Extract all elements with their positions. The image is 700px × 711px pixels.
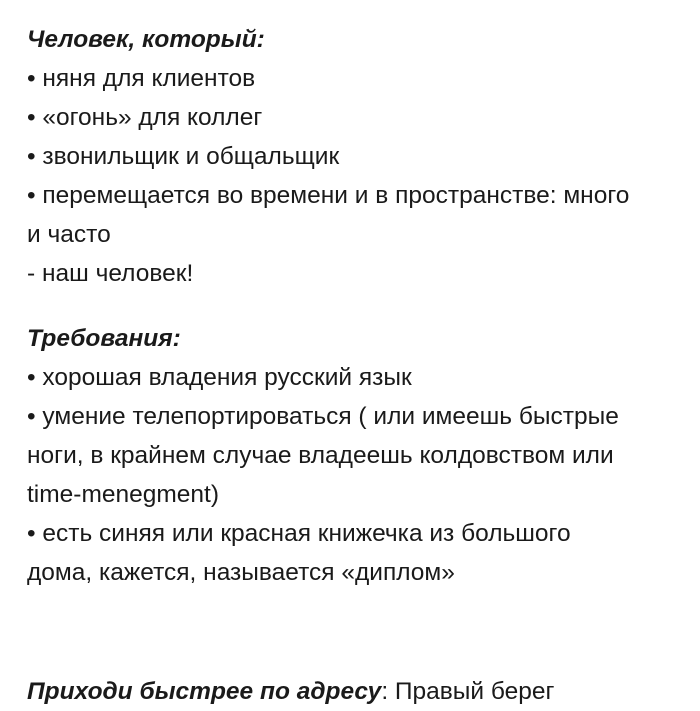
paragraph-gap <box>27 293 677 319</box>
requirements-heading: Требования: <box>27 325 181 352</box>
address-line <box>27 672 677 711</box>
person-line: - наш человек! <box>27 260 194 287</box>
person-line: и часто <box>27 221 111 248</box>
person-line: • няня для клиентов <box>27 65 256 92</box>
requirements-line: • есть синяя или красная книжечка из большого <box>27 520 571 547</box>
person-line: • звонильщик и общальщик <box>27 143 340 170</box>
document-body <box>27 20 677 711</box>
person-line: • «огонь» для коллег <box>27 104 263 131</box>
address-label: Приходи быстрее по адресу <box>27 678 382 705</box>
requirements-line: time-menegment) <box>27 481 219 508</box>
address-separator: : <box>381 678 389 705</box>
requirements-line: • хорошая владения русский язык <box>27 364 412 391</box>
paragraph-gap <box>27 592 677 672</box>
requirements-line: дома, кажется, называется «диплом» <box>27 559 455 586</box>
person-heading: Человек, который: <box>27 26 265 53</box>
person-line: • перемещается во времени и в пространстве: много <box>27 182 630 209</box>
address-value: Правый берег <box>388 678 555 705</box>
requirements-line: • умение телепортироваться ( или имеешь быстрые <box>27 403 619 430</box>
requirements-line: ноги, в крайнем случае владеешь колдовством или <box>27 442 614 469</box>
